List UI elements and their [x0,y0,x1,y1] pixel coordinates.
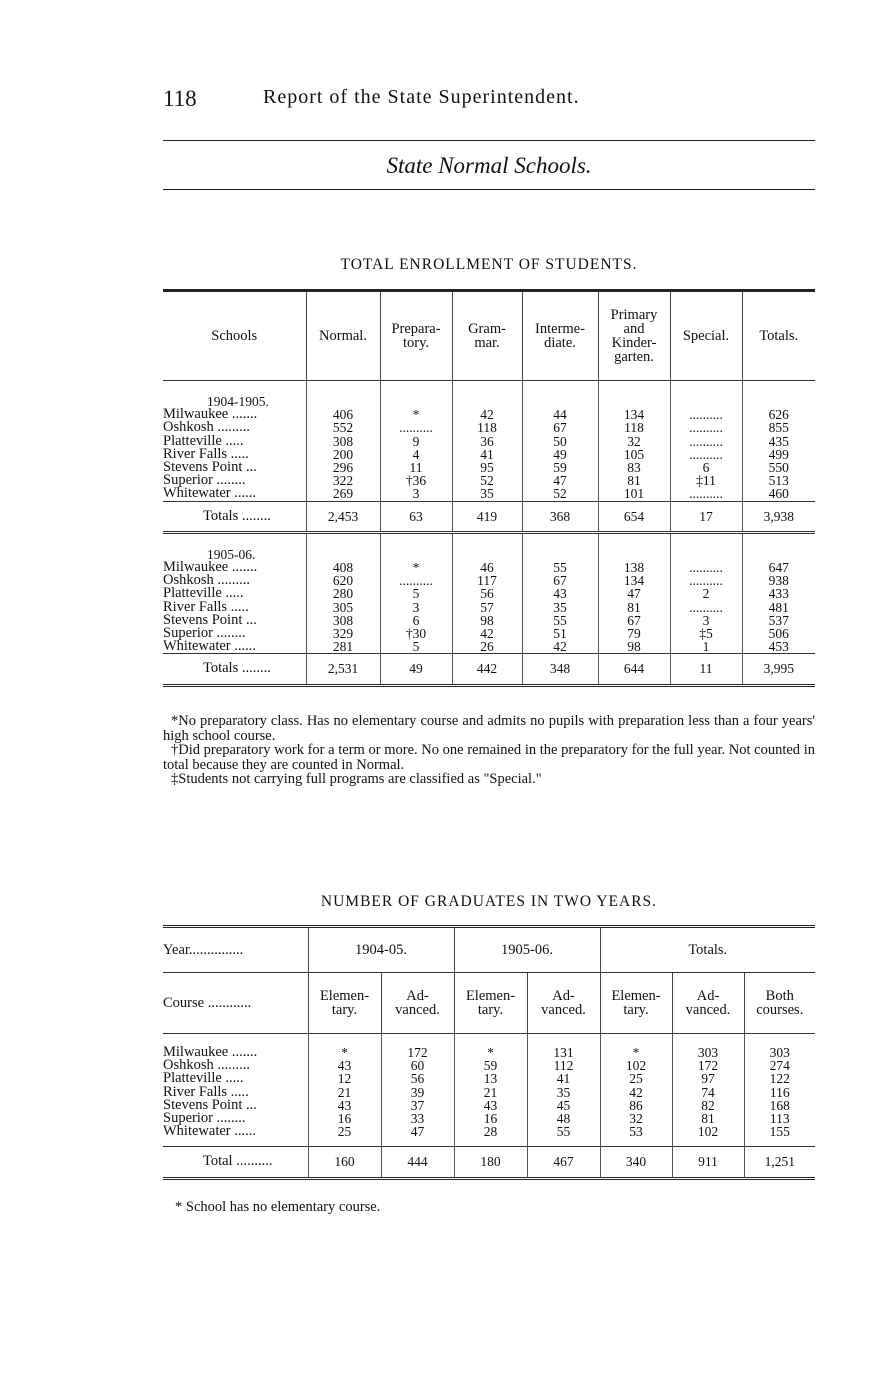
table-row [163,1086,815,1099]
table-row [163,587,815,600]
page-number: 118 [163,86,197,111]
column-header: Prepara-tory. [380,291,452,381]
cell-normal: 280 [306,587,380,600]
table-row [163,1072,815,1085]
grad-value: 12 [308,1072,381,1085]
grad-value: 97 [672,1072,744,1085]
grad-value: 43 [308,1099,381,1112]
total-total: 3,995 [742,654,815,685]
cell-total: 537 [742,614,815,627]
graduates-course-row [163,973,815,1034]
cell-prep: 11 [380,461,452,474]
grad-value: 16 [308,1112,381,1125]
school-name: Stevens Point ... [163,459,257,476]
cell-prep: 6 [380,614,452,627]
cell-special: 6 [670,461,742,474]
empty-cell [380,381,452,409]
grad-value: 82 [672,1099,744,1112]
grad-value: 45 [527,1099,600,1112]
grad-value: 43 [454,1099,527,1112]
cell-normal: 200 [306,448,380,461]
cell-primary: 83 [598,461,670,474]
grad-value: 55 [527,1125,600,1147]
grad-value: 122 [744,1072,815,1085]
section-rule [163,189,815,190]
cell-prep: 9 [380,435,452,448]
cell-special: .......... [670,574,742,587]
cell-grammar: 41 [452,448,522,461]
totals-label: Totals ........ [163,501,306,532]
empty-cell [598,381,670,409]
school-name: River Falls ..... [163,445,249,462]
school-name: Platteville ..... [163,585,244,602]
totals-row [163,1147,815,1178]
cell-normal: 308 [306,614,380,627]
school-name: Whitewater ...... [163,1123,257,1140]
cell-special: 1 [670,640,742,654]
grad-value: 32 [600,1112,672,1125]
column-header: Primary and Kinder-garten. [598,291,670,381]
cell-normal: 329 [306,627,380,640]
school-name: Whitewater ...... [163,485,257,502]
school-name: Oshkosh ......... [163,419,251,436]
school-name: Platteville ..... [163,432,244,449]
total-normal: 2,453 [306,501,380,532]
grad-value: 303 [672,1034,744,1060]
cell-special: ‡11 [670,474,742,487]
grad-total: 911 [672,1147,744,1178]
period-label-row [163,381,815,409]
cell-total: 499 [742,448,815,461]
period-label: 1905-06. [163,532,306,561]
totals-label: Totals ........ [163,654,306,685]
empty-cell [306,381,380,409]
grad-total: 467 [527,1147,600,1178]
school-name: River Falls ..... [163,1083,249,1100]
grad-value: 13 [454,1072,527,1085]
grad-value: 37 [381,1099,454,1112]
empty-cell [742,532,815,561]
year-label: Year............... [163,927,308,973]
cell-prep: .......... [380,574,452,587]
cell-intermediate: 42 [522,640,598,654]
cell-grammar: 36 [452,435,522,448]
cell-intermediate: 55 [522,561,598,574]
period-label-row [163,532,815,561]
grad-value: 113 [744,1112,815,1125]
grad-value: 81 [672,1112,744,1125]
cell-intermediate: 67 [522,574,598,587]
cell-intermediate: 52 [522,487,598,501]
grad-value: 25 [600,1072,672,1085]
cell-intermediate: 47 [522,474,598,487]
column-header: Interme-diate. [522,291,598,381]
cell-normal: 305 [306,601,380,614]
cell-grammar: 117 [452,574,522,587]
cell-primary: 134 [598,574,670,587]
cell-total: 460 [742,487,815,501]
grad-value: * [454,1034,527,1060]
cell-grammar: 42 [452,408,522,421]
grad-value: 28 [454,1125,527,1147]
table-row [163,487,815,501]
grad-value: 274 [744,1059,815,1072]
grad-value: 39 [381,1086,454,1099]
column-header: Gram-mar. [452,291,522,381]
cell-normal: 408 [306,561,380,574]
table-row [163,1125,815,1147]
cell-special: .......... [670,561,742,574]
enrollment-body [163,381,815,686]
empty-cell [522,381,598,409]
cell-special: 3 [670,614,742,627]
grad-value: 25 [308,1125,381,1147]
cell-total: 506 [742,627,815,640]
empty-cell [522,532,598,561]
grad-value: 48 [527,1112,600,1125]
grad-value: 43 [308,1059,381,1072]
school-name: Whitewater ...... [163,638,257,655]
cell-primary: 79 [598,627,670,640]
table-row [163,640,815,654]
header-rule [163,140,815,141]
cell-intermediate: 55 [522,614,598,627]
total-grammar: 442 [452,654,522,685]
cell-intermediate: 50 [522,435,598,448]
cell-total: 647 [742,561,815,574]
cell-grammar: 26 [452,640,522,654]
column-header: Schools [163,291,306,381]
period-label: 1904-1905. [207,394,269,409]
cell-special: 2 [670,587,742,600]
cell-special: ‡5 [670,627,742,640]
cell-special: .......... [670,421,742,434]
cell-grammar: 46 [452,561,522,574]
column-header: Normal. [306,291,380,381]
total-prep: 63 [380,501,452,532]
cell-special: .......... [670,448,742,461]
cell-prep: †30 [380,627,452,640]
graduates-title: NUMBER OF GRADUATES IN TWO YEARS. [320,893,658,910]
cell-total: 626 [742,408,815,421]
grad-value: 33 [381,1112,454,1125]
school-name: Superior ........ [163,1110,246,1127]
cell-prep: 3 [380,487,452,501]
cell-intermediate: 43 [522,587,598,600]
cell-primary: 32 [598,435,670,448]
page-header [163,86,815,116]
cell-total: 453 [742,640,815,654]
grad-value: 53 [600,1125,672,1147]
school-name: Oshkosh ......... [163,1057,251,1074]
grad-value: * [600,1034,672,1060]
cell-prep: .......... [380,421,452,434]
course-header: Elemen-tary. [454,973,527,1034]
enrollment-title: TOTAL ENROLLMENT OF STUDENTS. [340,256,638,273]
cell-primary: 47 [598,587,670,600]
grad-value: 112 [527,1059,600,1072]
school-name: Milwaukee ....... [163,559,258,576]
grad-value: 155 [744,1125,815,1147]
school-name: Superior ........ [163,472,246,489]
school-name: Stevens Point ... [163,1096,257,1113]
course-header: Ad-vanced. [527,973,600,1034]
grad-total: 340 [600,1147,672,1178]
grad-value: 21 [308,1086,381,1099]
grad-value: 74 [672,1086,744,1099]
school-name: Milwaukee ....... [163,1044,258,1060]
table-row [163,421,815,434]
cell-primary: 81 [598,601,670,614]
grad-value: 41 [527,1072,600,1085]
running-head: Report of the State Superintendent. [263,86,580,108]
cell-total: 481 [742,601,815,614]
empty-cell [306,532,380,561]
course-header: Ad-vanced. [381,973,454,1034]
table-row [163,601,815,614]
grad-total: 160 [308,1147,381,1178]
empty-cell [670,381,742,409]
school-name: Milwaukee ....... [163,406,258,423]
total-intermediate: 348 [522,654,598,685]
course-header: Elemen-tary. [308,973,381,1034]
cell-total: 550 [742,461,815,474]
cell-prep: * [380,561,452,574]
enrollment-table [163,289,815,687]
cell-normal: 308 [306,435,380,448]
grad-value: 35 [527,1086,600,1099]
grad-total: 180 [454,1147,527,1178]
section-title: State Normal Schools. [386,153,592,178]
cell-prep: * [380,408,452,421]
grad-value: 116 [744,1086,815,1099]
cell-prep: 3 [380,601,452,614]
grad-value: 60 [381,1059,454,1072]
cell-total: 435 [742,435,815,448]
grad-value: 47 [381,1125,454,1147]
empty-cell [452,532,522,561]
cell-primary: 81 [598,474,670,487]
total-primary: 654 [598,501,670,532]
school-name: Stevens Point ... [163,611,257,628]
cell-prep: 5 [380,587,452,600]
cell-normal: 296 [306,461,380,474]
cell-grammar: 35 [452,487,522,501]
cell-prep: 4 [380,448,452,461]
total-prep: 49 [380,654,452,685]
cell-normal: 281 [306,640,380,654]
cell-special: .......... [670,435,742,448]
grad-total: 444 [381,1147,454,1178]
cell-special: .......... [670,408,742,421]
footnote: *No preparatory class. Has no elementary course and admits no pupils with preparation less than a four years' high school course. [163,713,815,744]
grad-value: 42 [600,1086,672,1099]
total-total: 3,938 [742,501,815,532]
empty-cell [670,532,742,561]
cell-grammar: 118 [452,421,522,434]
year-group: 1905-06. [454,927,600,973]
totals-label: Total .......... [163,1147,308,1178]
cell-grammar: 52 [452,474,522,487]
cell-primary: 98 [598,640,670,654]
empty-cell [742,381,815,409]
cell-normal: 620 [306,574,380,587]
cell-intermediate: 44 [522,408,598,421]
cell-total: 433 [742,587,815,600]
cell-total: 513 [742,474,815,487]
school-name: Oshkosh ......... [163,572,251,589]
cell-prep: 5 [380,640,452,654]
empty-cell [598,532,670,561]
grad-value: 303 [744,1034,815,1060]
cell-normal: 322 [306,474,380,487]
grad-value: 168 [744,1099,815,1112]
cell-primary: 105 [598,448,670,461]
cell-intermediate: 51 [522,627,598,640]
empty-cell [380,532,452,561]
column-header: Totals. [742,291,815,381]
cell-grammar: 95 [452,461,522,474]
enrollment-header-row [163,291,815,381]
course-header: Elemen-tary. [600,973,672,1034]
grad-value: * [308,1034,381,1060]
total-intermediate: 368 [522,501,598,532]
grad-value: 172 [381,1034,454,1060]
table-row [163,435,815,448]
school-name: Superior ........ [163,625,246,642]
cell-normal: 552 [306,421,380,434]
empty-cell [452,381,522,409]
cell-prep: †36 [380,474,452,487]
course-label: Course ............ [163,973,308,1034]
school-name: River Falls ..... [163,598,249,615]
cell-primary: 67 [598,614,670,627]
total-normal: 2,531 [306,654,380,685]
grad-value: 131 [527,1034,600,1060]
graduates-table [163,925,815,1180]
totals-row [163,501,815,532]
totals-row [163,654,815,685]
year-group: 1904-05. [308,927,454,973]
footnote: ‡Students not carrying full programs are classified as "Special." [171,771,542,787]
graduates-body [163,1034,815,1179]
school-name: Platteville ..... [163,1070,244,1087]
cell-grammar: 98 [452,614,522,627]
grad-value: 86 [600,1099,672,1112]
cell-special: .......... [670,487,742,501]
cell-grammar: 42 [452,627,522,640]
cell-total: 855 [742,421,815,434]
total-special: 17 [670,501,742,532]
total-special: 11 [670,654,742,685]
cell-primary: 134 [598,408,670,421]
grad-value: 102 [600,1059,672,1072]
table-row [163,1034,815,1060]
course-header: Both courses. [744,973,815,1034]
cell-normal: 269 [306,487,380,501]
cell-intermediate: 49 [522,448,598,461]
enrollment-footnotes [163,714,815,787]
cell-intermediate: 59 [522,461,598,474]
total-grammar: 419 [452,501,522,532]
year-group: Totals. [600,927,815,973]
grad-value: 59 [454,1059,527,1072]
total-primary: 644 [598,654,670,685]
cell-primary: 138 [598,561,670,574]
cell-intermediate: 67 [522,421,598,434]
cell-special: .......... [670,601,742,614]
grad-value: 21 [454,1086,527,1099]
cell-primary: 101 [598,487,670,501]
cell-total: 938 [742,574,815,587]
cell-primary: 118 [598,421,670,434]
cell-grammar: 56 [452,587,522,600]
footnote: †Did preparatory work for a term or more. No one remained in the preparatory for the full year. Not counted in total because they are counted in Normal. [163,742,815,773]
grad-value: 16 [454,1112,527,1125]
grad-total: 1,251 [744,1147,815,1178]
course-header: Ad-vanced. [672,973,744,1034]
cell-grammar: 57 [452,601,522,614]
graduates-footnote: * School has no elementary course. [175,1199,381,1215]
grad-value: 102 [672,1125,744,1147]
column-header: Special. [670,291,742,381]
cell-intermediate: 35 [522,601,598,614]
cell-normal: 406 [306,408,380,421]
grad-value: 56 [381,1072,454,1085]
graduates-year-row [163,927,815,973]
grad-value: 172 [672,1059,744,1072]
